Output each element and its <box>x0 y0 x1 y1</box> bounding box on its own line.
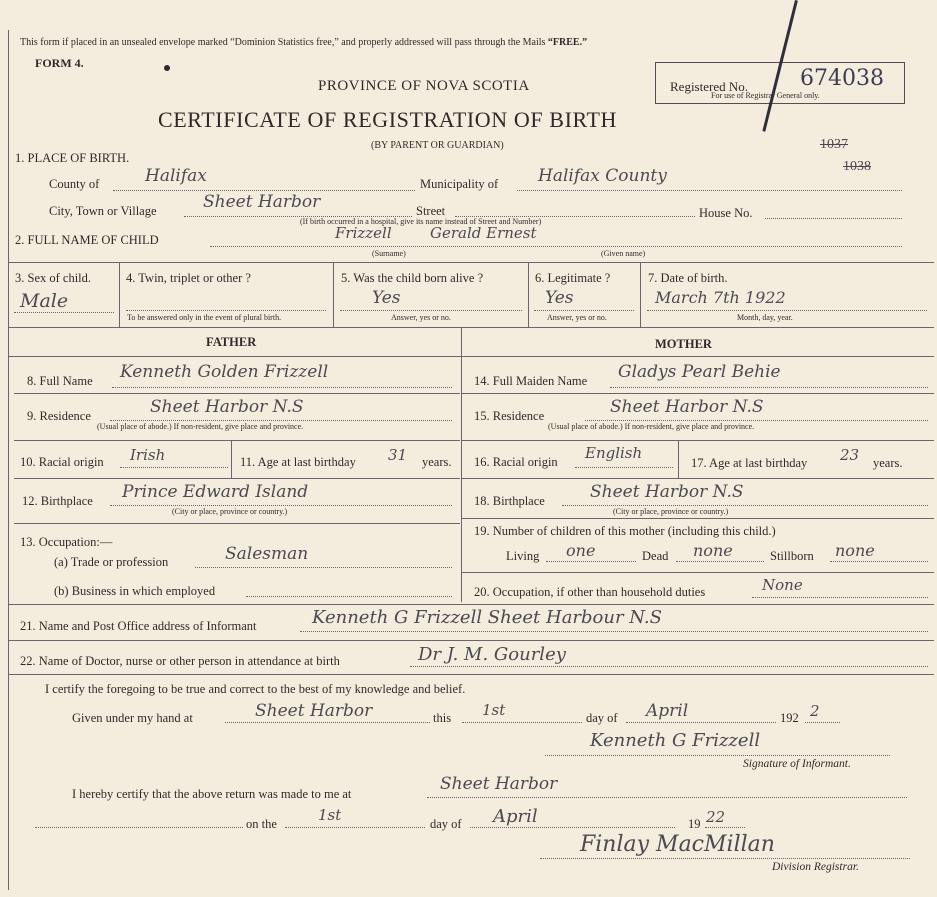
dead-label: Dead <box>642 549 669 563</box>
living-value: one <box>566 541 596 560</box>
street-label: Street <box>416 204 446 218</box>
mother-racial-line <box>575 467 673 468</box>
alive-line <box>340 310 522 311</box>
house-label: House No. <box>699 206 753 220</box>
hospital-note: (If birth occurred in a hospital, give its name instead of Street and Number) <box>300 217 542 226</box>
section-line-cert <box>8 674 934 675</box>
mother-birthplace-line <box>562 505 928 506</box>
mother-age-unit: years. <box>873 456 903 470</box>
row3-div-2 <box>333 262 334 327</box>
given-label: Given under my hand at <box>72 711 193 725</box>
child-name-line <box>210 246 902 247</box>
mother-occupation-label: 20. Occupation, if other than household duties <box>474 585 706 599</box>
father-residence-line <box>110 420 452 421</box>
father-birthplace-label: 12. Birthplace <box>22 494 93 508</box>
informant-label: 21. Name and Post Office address of Informant <box>20 619 257 633</box>
child-name-label: 2. FULL NAME OF CHILD <box>15 233 159 247</box>
alive-label: 5. Was the child born alive ? <box>341 271 484 285</box>
section-line-22 <box>8 640 934 641</box>
date-label: 7. Date of birth. <box>648 271 728 285</box>
hereby-place-line <box>427 797 907 798</box>
father-racial-label: 10. Racial origin <box>20 455 104 469</box>
mother-age-label: 17. Age at last birthday <box>691 456 808 470</box>
row3-top-line <box>8 262 934 263</box>
mother-racial-label: 16. Racial origin <box>474 455 558 469</box>
father-trade-value: Salesman <box>225 544 309 564</box>
alive-value: Yes <box>372 288 401 308</box>
mother-row-line-3 <box>462 478 934 479</box>
doctor-label: 22. Name of Doctor, nurse or other person in attendance at birth <box>20 654 340 668</box>
on-year-prefix: 19 <box>688 817 701 831</box>
row3-div-3 <box>528 262 529 327</box>
registrar-signature: Finlay MacMillan <box>580 832 775 857</box>
father-row-line-4 <box>14 523 460 524</box>
father-business-line <box>246 596 452 597</box>
mother-occupation-line <box>752 597 928 598</box>
mother-racial-value: English <box>585 444 643 462</box>
child-given-name: Gerald Ernest <box>430 224 537 242</box>
surname-caption: (Surname) <box>372 249 406 258</box>
mother-heading: MOTHER <box>655 337 712 351</box>
legit-note: Answer, yes or no. <box>547 313 607 322</box>
month-line <box>626 722 776 723</box>
on-year-line <box>705 827 745 828</box>
row3-bottom-line <box>8 327 934 328</box>
mother-residence-value: Sheet Harbor N.S <box>610 397 764 417</box>
informant-line <box>300 631 928 632</box>
year-prefix: 192 <box>780 711 799 725</box>
mother-row-line-5 <box>462 572 934 573</box>
mailing-notice-text: This form if placed in an unsealed envelope marked “Dominion Statistics free,” and properly addressed will pass through the Mails <box>20 37 546 48</box>
registered-note: For use of Registrar General only. <box>711 91 820 100</box>
certificate-title: CERTIFICATE OF REGISTRATION OF BIRTH <box>158 107 617 132</box>
province-title: PROVINCE OF NOVA SCOTIA <box>318 78 530 94</box>
informant-signature-line <box>545 755 890 756</box>
municipality-line <box>517 190 902 191</box>
on-month-line <box>470 827 675 828</box>
registrar-signature-line <box>540 858 910 859</box>
on-day-line <box>285 827 425 828</box>
father-age-unit: years. <box>422 455 452 469</box>
father-residence-value: Sheet Harbor N.S <box>150 397 304 417</box>
municipality-label: Municipality of <box>420 177 499 191</box>
registered-value: 674038 <box>800 66 884 91</box>
day-value: 1st <box>482 701 506 719</box>
legit-label: 6. Legitimate ? <box>535 271 611 285</box>
dead-line <box>676 561 764 562</box>
mother-row-line-1 <box>462 393 934 394</box>
row3-div-4 <box>640 262 641 327</box>
hereby-place: Sheet Harbor <box>440 774 558 794</box>
date-value: March 7th 1922 <box>655 288 786 307</box>
dead-value: none <box>693 541 733 560</box>
doctor-line <box>410 666 928 667</box>
twin-line <box>126 310 326 311</box>
informant-signature: Kenneth G Frizzell <box>590 730 761 751</box>
sex-value: Male <box>20 290 69 312</box>
informant-value: Kenneth G Frizzell Sheet Harbour N.S <box>312 607 662 628</box>
county-value: Halifax <box>145 166 207 186</box>
registrar-label: Division Registrar. <box>772 861 859 873</box>
mother-age-value: 23 <box>840 446 860 464</box>
twin-note: To be answered only in the event of plural birth. <box>127 313 282 322</box>
father-heading: FATHER <box>206 335 257 349</box>
father-row-line-1 <box>14 393 460 394</box>
mailing-notice <box>20 38 587 48</box>
informant-signature-label: Signature of Informant. <box>743 758 851 770</box>
certify-text: I certify the foregoing to be true and correct to the best of my knowledge and belief. <box>45 682 466 696</box>
father-row-line-3 <box>14 478 460 479</box>
municipality-value: Halifax County <box>538 166 667 186</box>
father-residence-label: 9. Residence <box>27 409 91 423</box>
stillborn-label: Stillborn <box>770 549 814 563</box>
father-birthplace-line <box>110 505 452 506</box>
free-label: “FREE.” <box>547 37 588 48</box>
mother-row-line-2 <box>462 440 934 441</box>
house-line <box>765 218 902 219</box>
mother-name-line <box>610 387 928 388</box>
registered-label: Registered No. <box>670 79 748 94</box>
day-of-label: day of <box>586 711 618 725</box>
legit-line <box>534 310 634 311</box>
left-border <box>8 30 9 890</box>
father-name-value: Kenneth Golden Frizzell <box>120 362 329 382</box>
on-the-label: on the <box>246 817 277 831</box>
mother-birthplace-label: 18. Birthplace <box>474 494 545 508</box>
row3-div-1 <box>119 262 120 327</box>
mother-birthplace-note: (City or place, province or country.) <box>613 507 729 516</box>
year-suffix: 2 <box>810 702 820 720</box>
county-line <box>113 190 415 191</box>
mother-residence-line <box>585 420 928 421</box>
sex-label: 3. Sex of child. <box>15 271 92 285</box>
father-trade-line <box>195 567 452 568</box>
twin-label: 4. Twin, triplet or other ? <box>126 271 251 285</box>
on-month-value: April <box>493 806 538 827</box>
mother-children-label: 19. Number of children of this mother (including this child.) <box>474 524 776 538</box>
sex-line <box>14 312 114 313</box>
hereby-cont-line <box>35 827 243 828</box>
father-racial-value: Irish <box>130 446 166 464</box>
date-line <box>647 310 927 311</box>
father-residence-note: (Usual place of abode.) If non-resident, give place and province. <box>97 422 304 431</box>
father-racial-divider <box>231 440 232 478</box>
stillborn-value: none <box>835 541 875 560</box>
dot-mark <box>164 65 170 71</box>
father-name-line <box>112 387 452 388</box>
father-business-label: (b) Business in which employed <box>54 584 216 598</box>
mother-racial-divider <box>678 440 679 478</box>
year-line <box>805 722 840 723</box>
father-age-value: 31 <box>388 446 408 464</box>
on-year-suffix: 22 <box>706 808 726 826</box>
father-occupation-label: 13. Occupation:— <box>20 535 113 549</box>
mother-residence-label: 15. Residence <box>474 409 545 423</box>
struck-number-1: 1037 <box>820 137 848 152</box>
city-label: City, Town or Village <box>49 204 157 218</box>
hereby-text: I hereby certify that the above return was made to me at <box>72 787 352 801</box>
given-place-line <box>225 722 430 723</box>
this-label: this <box>433 711 452 725</box>
date-note: Month, day, year. <box>737 313 793 322</box>
county-label: County of <box>49 177 100 191</box>
father-name-label: 8. Full Name <box>27 374 93 388</box>
parents-header-line <box>8 356 934 357</box>
father-age-label: 11. Age at last birthday <box>240 455 356 469</box>
this-line <box>462 722 582 723</box>
given-caption: (Given name) <box>601 249 646 258</box>
stillborn-line <box>830 561 928 562</box>
certificate-subtitle: (BY PARENT OR GUARDIAN) <box>371 140 504 151</box>
legit-value: Yes <box>545 288 574 308</box>
given-place-value: Sheet Harbor <box>255 701 373 721</box>
doctor-value: Dr J. M. Gourley <box>418 644 566 665</box>
father-birthplace-value: Prince Edward Island <box>122 482 309 502</box>
mother-name-label: 14. Full Maiden Name <box>474 374 588 388</box>
father-row-line-2 <box>14 440 460 441</box>
father-birthplace-note: (City or place, province or country.) <box>172 507 288 516</box>
city-value: Sheet Harbor <box>203 192 321 212</box>
form-number: FORM 4. <box>35 56 84 70</box>
place-of-birth-heading: 1. PLACE OF BIRTH. <box>15 151 130 165</box>
mother-row-line-4 <box>462 518 934 519</box>
living-line <box>546 561 636 562</box>
parents-divider <box>461 327 462 602</box>
father-racial-line <box>120 467 228 468</box>
month-value: April <box>646 701 689 721</box>
living-label: Living <box>506 549 540 563</box>
mother-residence-note: (Usual place of abode.) If non-resident, give place and province. <box>548 422 755 431</box>
on-day-value: 1st <box>318 806 342 824</box>
section-line-21 <box>8 604 934 605</box>
mother-birthplace-value: Sheet Harbor N.S <box>590 482 744 502</box>
struck-number-2: 1038 <box>843 159 871 174</box>
mother-occupation-value: None <box>762 576 803 594</box>
father-trade-label: (a) Trade or profession <box>54 555 169 569</box>
mother-name-value: Gladys Pearl Behie <box>618 362 781 382</box>
alive-note: Answer, yes or no. <box>391 313 451 322</box>
child-surname: Frizzell <box>335 224 392 242</box>
on-day-of-label: day of <box>430 817 462 831</box>
